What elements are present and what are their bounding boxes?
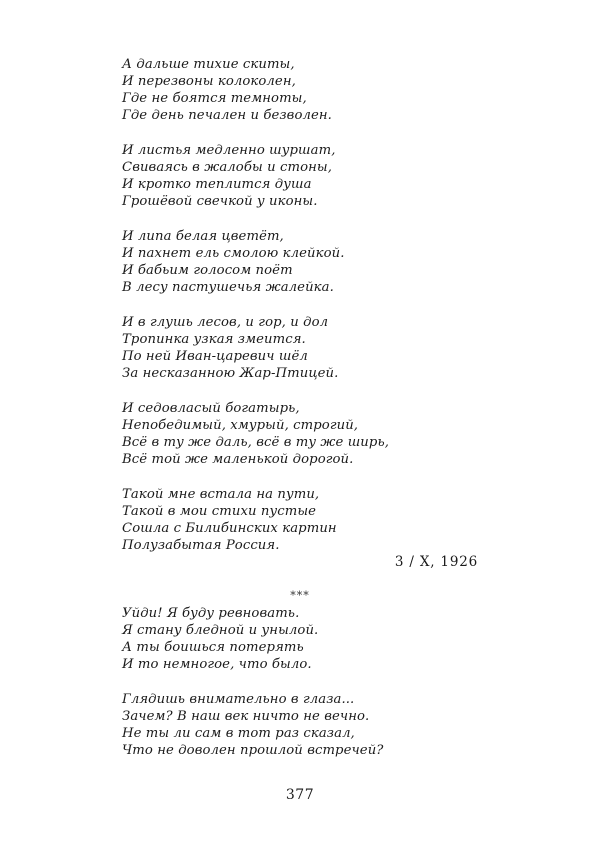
poem-line: Такой мне встала на пути,: [122, 487, 320, 502]
poem-line: Уйди! Я буду ревновать.: [122, 606, 300, 621]
poem-line: Где не боятся темноты,: [122, 91, 307, 106]
poem-line: И липа белая цветёт,: [122, 229, 284, 244]
poem-line: Что не доволен прошлой встречей?: [122, 743, 384, 758]
poem-line: И седовласый богатырь,: [122, 401, 300, 416]
poem-separator: ***: [290, 589, 310, 602]
poem-line: Зачем? В наш век ничто не вечно.: [122, 709, 370, 724]
poem-line: Тропинка узкая змеится.: [122, 332, 306, 347]
poem1-stanza-3: [122, 228, 345, 296]
poem-line: Такой в мои стихи пустые: [122, 504, 317, 519]
poem1-stanza-4: [122, 314, 338, 382]
poem-line: И в глушь лесов, и гор, и дол: [122, 315, 329, 330]
poem-line: Я стану бледной и унылой.: [122, 623, 319, 638]
poem2-stanza-1: [122, 605, 318, 673]
poem-line: Сошла с Билибинских картин: [122, 521, 337, 536]
poem-line: И кротко теплится душа: [122, 177, 312, 192]
poem1-stanza-6: [122, 486, 337, 554]
poem2-stanza-2: [122, 691, 383, 759]
poem-line: Всё той же маленькой дорогой.: [122, 452, 354, 467]
page-number: 377: [285, 787, 315, 803]
poem-line: В лесу пастушечья жалейка.: [122, 280, 334, 295]
poem-line: По ней Иван-царевич шёл: [122, 349, 308, 364]
poem-line: А ты боишься потерять: [122, 640, 304, 655]
poem1-stanza-5: [122, 400, 389, 468]
poem-line: Грошёвой свечкой у иконы.: [122, 194, 318, 209]
poem-line: Всё в ту же даль, всё в ту же ширь,: [122, 435, 390, 450]
poem-line: И бабьим голосом поёт: [122, 263, 293, 278]
poem-line: И пахнет ель смолою клейкой.: [122, 246, 345, 261]
poem-line: И перезвоны колоколен,: [122, 74, 296, 89]
poem-line: Где день печален и безволен.: [122, 108, 332, 123]
poem-date: 3 / X, 1926: [394, 554, 478, 570]
poem-line: Непобедимый, хмурый, строгий,: [122, 418, 359, 433]
poem1-stanza-2: [122, 142, 336, 210]
poem-line: А дальше тихие скиты,: [122, 57, 295, 72]
poem-line: Свиваясь в жалобы и стоны,: [122, 160, 333, 175]
poem1-stanza-1: [122, 56, 332, 124]
poem-line: И то немногое, что было.: [122, 657, 312, 672]
poem-line: Полузабытая Россия.: [122, 538, 280, 553]
poem-line: Не ты ли сам в тот раз сказал,: [122, 726, 355, 741]
poem-line: Глядишь внимательно в глаза...: [122, 692, 355, 707]
poem-line: За несказанною Жар-Птицей.: [122, 366, 339, 381]
poem-line: И листья медленно шуршат,: [122, 143, 336, 158]
